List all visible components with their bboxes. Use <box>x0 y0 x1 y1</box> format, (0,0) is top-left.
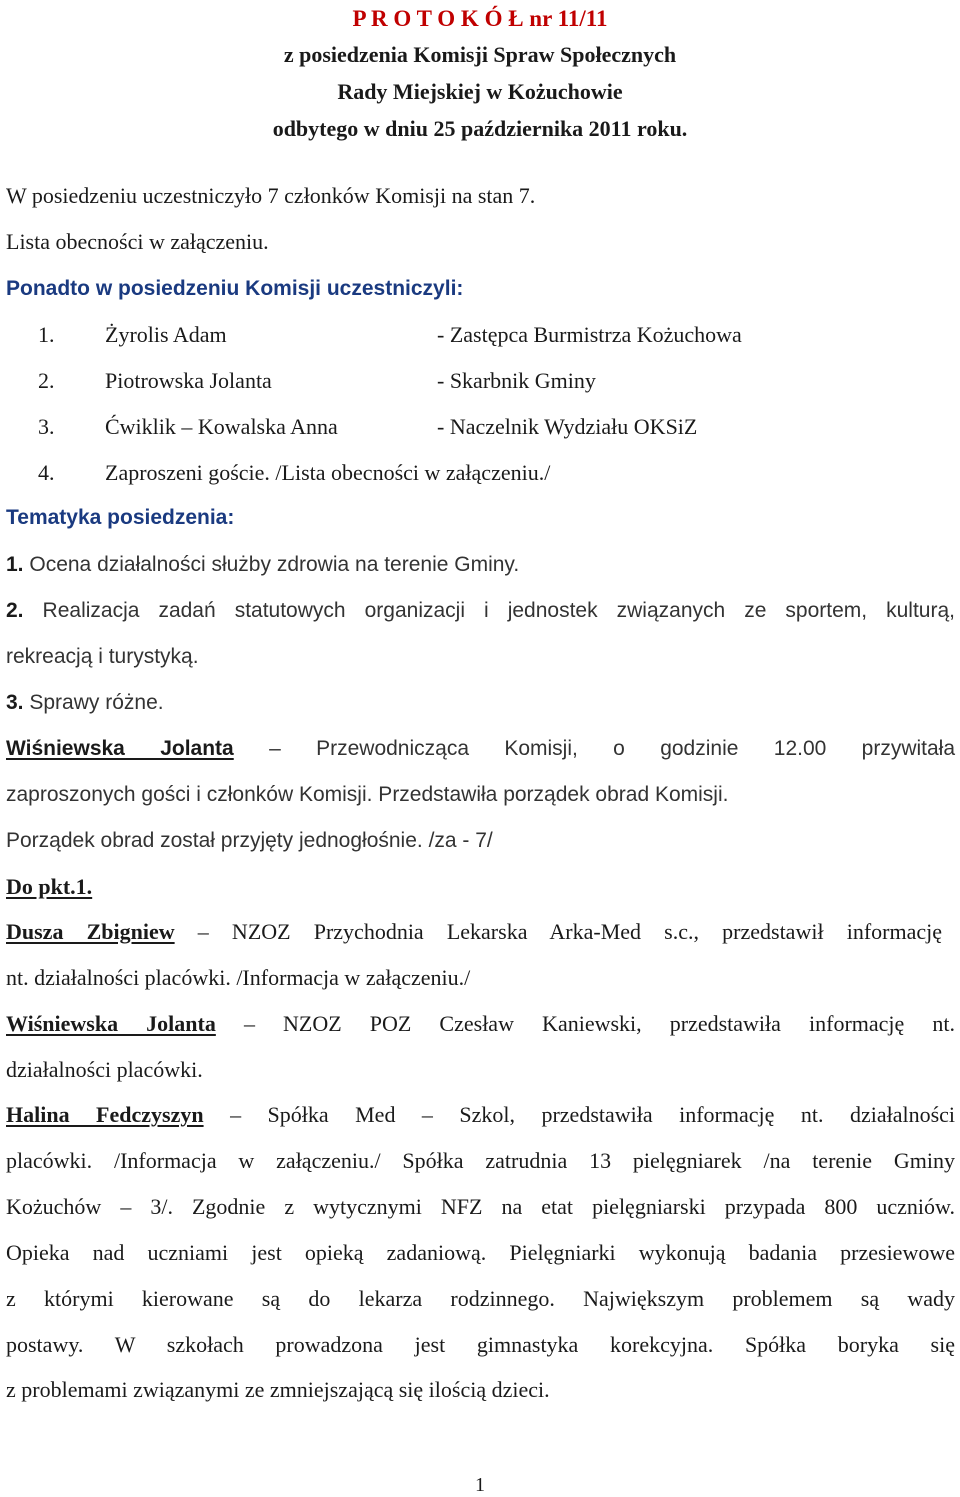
paragraph-speaker-dusza <box>6 919 942 945</box>
agenda-item-number: 1. <box>6 553 24 576</box>
speaker-name: Wiśniewska Jolanta <box>6 1011 216 1036</box>
speaker-name: Halina Fedczyszyn <box>6 1102 204 1127</box>
paragraph-text: – Spółka Med – Szkol, przedstawiła informację nt. działalności <box>230 1102 956 1127</box>
attendee-role: - Skarbnik Gminy <box>437 368 596 393</box>
attendee-number: 3. <box>38 414 55 439</box>
paragraph-text: Kożuchów – 3/. Zgodnie z wytycznymi NFZ na etat pielęgniarski przypada 800 uczniów. <box>6 1194 955 1219</box>
attendee-name: Ćwiklik – Kowalska Anna <box>105 414 338 439</box>
protocol-title: P R O T O K Ó Ł nr 11/11 <box>352 6 608 31</box>
header-line-council: Rady Miejskiej w Kożuchowie <box>337 79 623 104</box>
attendee-name: Zaproszeni goście. /Lista obecności w załączeniu./ <box>105 460 551 485</box>
paragraph-text: – NZOZ POZ Czesław Kaniewski, przedstawiła informację nt. <box>243 1011 955 1036</box>
speaker-name: Dusza Zbigniew <box>6 919 175 944</box>
header-line-date: odbytego w dniu 25 października 2011 roku. <box>272 116 688 141</box>
agenda-item-continuation: rekreacją i turystyką. <box>6 645 199 668</box>
paragraph-text: zaproszonych gości i członków Komisji. Przedstawiła porządek obrad Komisji. <box>6 783 729 806</box>
attendee-number: 4. <box>38 460 55 485</box>
agenda-item-text: Realizacja zadań statutowych organizacji i jednostek związanych ze sportem, kulturą, <box>42 599 955 622</box>
attendee-name: Piotrowska Jolanta <box>105 368 272 393</box>
paragraph-speaker-wisniewska <box>6 1011 955 1037</box>
agenda-item-text: Sprawy różne. <box>29 691 164 714</box>
attendee-role: - Naczelnik Wydziału OKSiZ <box>437 414 698 439</box>
attendee-number: 1. <box>38 322 55 347</box>
paragraph-text: z problemami związanymi ze zmniejszającą się ilością dzieci. <box>6 1377 550 1402</box>
attendee-role: - Zastępca Burmistrza Kożuchowa <box>437 322 742 347</box>
paragraph-speaker-fedczyszyn <box>6 1102 955 1128</box>
agenda-item <box>6 691 164 715</box>
page-number: 1 <box>475 1474 485 1496</box>
paragraph-text: postawy. W szkołach prowadzona jest gimnastyka korekcyjna. Spółka boryka się <box>6 1332 955 1357</box>
agenda-item-number: 2. <box>6 599 24 622</box>
paragraph-text: nt. działalności placówki. /Informacja w załączeniu./ <box>6 965 471 990</box>
paragraph-text: Opieka nad uczniami jest opieką zadaniową. Pielęgniarki wykonują badania przesiewowe <box>6 1240 955 1265</box>
agenda-item <box>6 599 955 623</box>
agenda-heading: Tematyka posiedzenia: <box>6 506 235 529</box>
agenda-item-number: 3. <box>6 691 24 714</box>
members-count: W posiedzeniu uczestniczyło 7 członków Komisji na stan 7. <box>6 183 536 208</box>
paragraph-text: Porządek obrad został przyjęty jednogłośnie. /za - 7/ <box>6 829 493 852</box>
agenda-item <box>6 553 519 577</box>
paragraph-text: z którymi kierowane są do lekarza rodzinnego. Największym problemem są wady <box>6 1286 955 1311</box>
paragraph-text: – NZOZ Przychodnia Lekarska Arka-Med s.c., przedstawił informację <box>197 919 942 944</box>
paragraph-opening <box>6 736 955 762</box>
point-heading: Do pkt.1. <box>6 874 93 899</box>
paragraph-text: – Przewodnicząca Komisji, o godzinie 12.00 przywitała <box>269 737 956 760</box>
speaker-name: Wiśniewska Jolanta <box>6 737 234 760</box>
also-present-heading: Ponadto w posiedzeniu Komisji uczestniczyli: <box>6 277 464 300</box>
paragraph-text: działalności placówki. <box>6 1057 203 1082</box>
attendee-name: Żyrolis Adam <box>105 322 227 347</box>
header-line-committee: z posiedzenia Komisji Spraw Społecznych <box>283 42 677 67</box>
attendance-note: Lista obecności w załączeniu. <box>6 229 269 254</box>
paragraph-text: placówki. /Informacja w załączeniu./ Spółka zatrudnia 13 pielęgniarek /na terenie Gminy <box>6 1148 955 1173</box>
attendee-number: 2. <box>38 368 55 393</box>
agenda-item-text: Ocena działalności służby zdrowia na terenie Gminy. <box>29 553 520 576</box>
